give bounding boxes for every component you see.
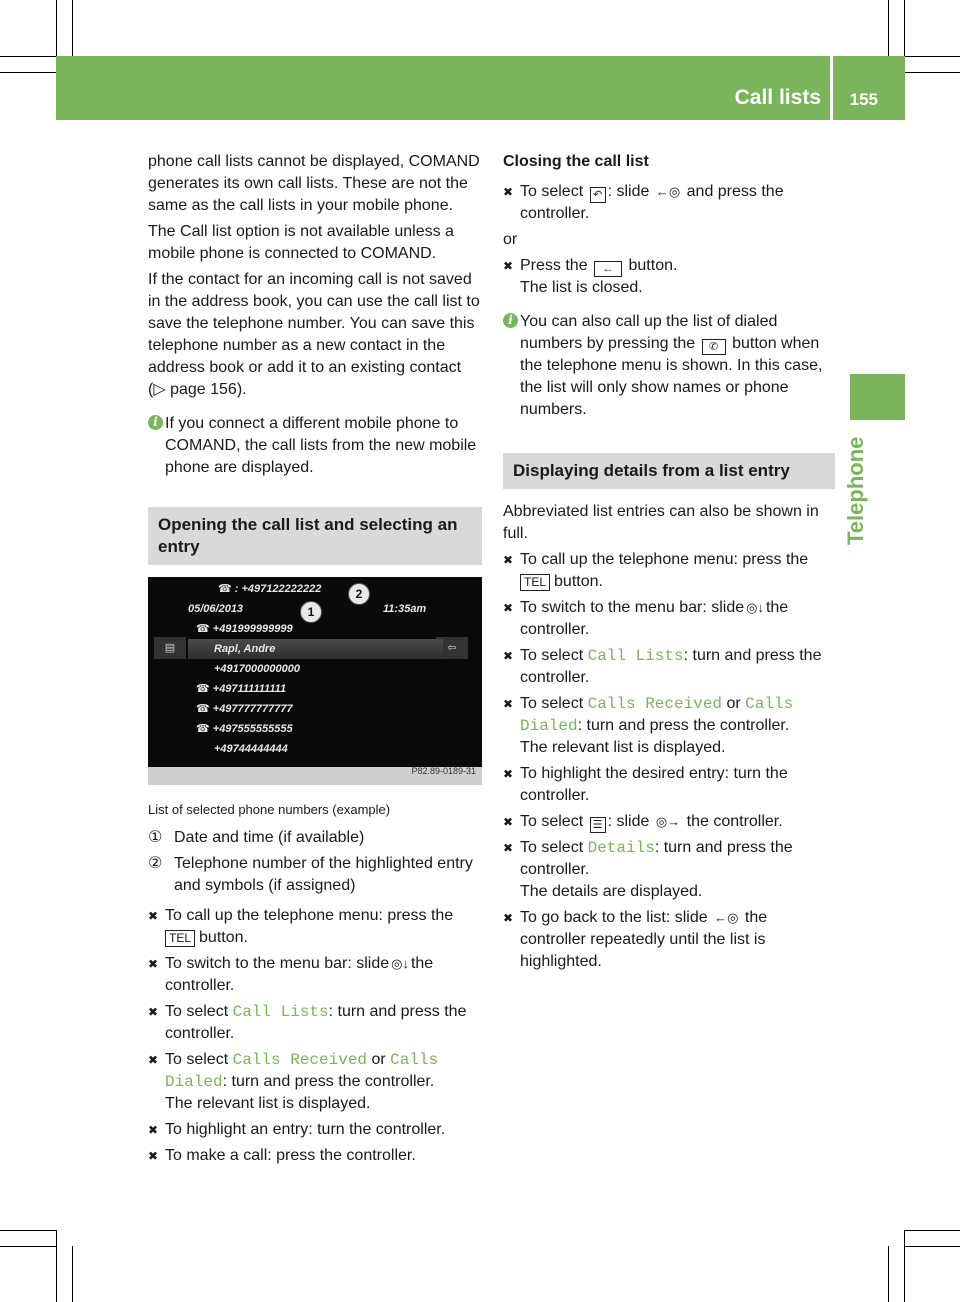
chapter-label: Telephone bbox=[843, 436, 868, 545]
screen-image bbox=[148, 577, 482, 785]
step-arrow-icon: ✖ bbox=[503, 553, 514, 567]
image-code: P82.89-0189-31 bbox=[411, 766, 476, 776]
step bbox=[148, 1119, 482, 1141]
step bbox=[148, 1145, 482, 1167]
legend-text: Telephone number of the highlighted entry and symbols (if assigned) bbox=[174, 855, 473, 894]
step-text: the controller. bbox=[165, 955, 434, 994]
crop-mark bbox=[904, 1230, 905, 1302]
screen-number: +497111111111 bbox=[212, 683, 287, 695]
step-text: Press the bbox=[520, 257, 588, 274]
step bbox=[503, 763, 835, 807]
crop-mark bbox=[905, 1230, 960, 1231]
paragraph: phone call lists cannot be displayed, COMAND generates its own call lists. These are not the same as the call lists in your mobile phone. bbox=[148, 153, 480, 214]
image-code-bar bbox=[148, 767, 482, 785]
step-arrow-icon: ✖ bbox=[503, 185, 514, 199]
menu-code: Calls Received bbox=[232, 1051, 368, 1069]
controller-right-icon: ◎→ bbox=[655, 814, 681, 829]
step-text: To highlight the desired entry: turn the controller. bbox=[520, 765, 788, 804]
crop-mark bbox=[0, 56, 56, 57]
menu-code: Calls Dialed bbox=[165, 1051, 439, 1091]
screen-number: +497777777777 bbox=[212, 703, 293, 715]
step-text: To select bbox=[520, 183, 584, 200]
step-text: To select bbox=[520, 695, 584, 712]
screen-row-highlighted: Rapl, Andre bbox=[188, 639, 443, 659]
step-text: : turn and press the controller. bbox=[520, 647, 822, 686]
step-text: To call up the telephone menu: press the bbox=[165, 907, 454, 924]
crop-mark bbox=[56, 0, 57, 56]
step-text: To make a call: press the controller. bbox=[165, 1147, 416, 1164]
step-text: or bbox=[726, 695, 741, 712]
info-note bbox=[148, 413, 482, 479]
screen-time: 11:35am bbox=[383, 603, 427, 615]
controller-left-icon: ←◎ bbox=[655, 184, 681, 199]
callout-1: 1 bbox=[300, 601, 322, 623]
step bbox=[503, 255, 835, 299]
step-text: and press the controller. bbox=[520, 183, 784, 222]
paragraph: Abbreviated list entries can also be shown in full. bbox=[503, 503, 819, 542]
back-icon: ↶ bbox=[590, 187, 606, 203]
screen-row: ☎ +497555555555 bbox=[196, 723, 293, 735]
step-arrow-icon: ✖ bbox=[148, 1123, 159, 1137]
step-arrow-icon: ✖ bbox=[503, 601, 514, 615]
step-arrow-icon: ✖ bbox=[148, 909, 159, 923]
menu-code: Call Lists bbox=[232, 1003, 329, 1021]
step-text: To go back to the list: slide bbox=[520, 909, 708, 926]
step-text: To select bbox=[520, 839, 584, 856]
step-text: : slide bbox=[607, 813, 650, 830]
tel-key-icon: TEL bbox=[520, 574, 550, 591]
paragraph: If the contact for an incoming call is not saved in the address book, you can use the call list to save the telephone number. You can save this telephone number as a new contact in the address book or add it to an existing contact (▷ page 156). bbox=[148, 271, 480, 398]
menu-code: Details bbox=[587, 839, 655, 857]
step-text: To select bbox=[520, 647, 584, 664]
step-text: : slide bbox=[607, 183, 650, 200]
step bbox=[148, 953, 482, 997]
step-text: : turn and press the controller. bbox=[222, 1073, 435, 1090]
back-button-icon: ← bbox=[594, 261, 622, 277]
step-text: To switch to the menu bar: slide bbox=[165, 955, 390, 972]
back-icon: ⇦ bbox=[436, 637, 468, 659]
step-arrow-icon: ✖ bbox=[148, 1005, 159, 1019]
screen-row: +4917000000000 bbox=[214, 663, 300, 675]
step-result: The relevant list is displayed. bbox=[165, 1095, 371, 1112]
page-header bbox=[56, 56, 905, 120]
crop-mark bbox=[905, 56, 960, 57]
screen-row: ☎ +497111111111 bbox=[196, 683, 287, 695]
legend-number: ① bbox=[148, 829, 163, 846]
step bbox=[148, 905, 482, 949]
step bbox=[503, 597, 835, 641]
screen-row: +49744444444 bbox=[214, 743, 288, 755]
step-text: : turn and press the controller. bbox=[520, 839, 793, 878]
menu-icon: ☰ bbox=[590, 817, 606, 833]
screen-date: 05/06/2013 bbox=[188, 603, 244, 615]
step-text: the controller repeatedly until the list is highlighted. bbox=[520, 909, 768, 970]
step-text: : turn and press the controller. bbox=[577, 717, 790, 734]
figure-caption: List of selected phone numbers (example) bbox=[148, 802, 391, 817]
info-text: If you connect a different mobile phone to COMAND, the call lists from the new mobile phone are displayed. bbox=[165, 415, 477, 476]
step bbox=[503, 645, 835, 689]
step-result: The details are displayed. bbox=[520, 883, 703, 900]
page-number: 155 bbox=[849, 90, 878, 109]
controller-left-icon: ←◎ bbox=[714, 910, 739, 925]
step-arrow-icon: ✖ bbox=[503, 841, 514, 855]
page-title: Call lists bbox=[734, 86, 821, 109]
crop-mark bbox=[905, 72, 960, 73]
info-text: button when the telephone menu is shown. In this case, the list will only show names or phone numbers. bbox=[520, 335, 823, 418]
step-arrow-icon: ✖ bbox=[503, 767, 514, 781]
step-arrow-icon: ✖ bbox=[148, 957, 159, 971]
step bbox=[503, 693, 835, 759]
crop-mark bbox=[56, 1230, 57, 1302]
step-text: To highlight an entry: turn the controller. bbox=[165, 1121, 446, 1138]
legend-item bbox=[148, 853, 482, 897]
crop-mark bbox=[0, 1246, 56, 1247]
step bbox=[148, 1049, 482, 1115]
phone-icon: ✆ bbox=[702, 339, 726, 355]
step-text: To switch to the menu bar: slide bbox=[520, 599, 745, 616]
step-text: To call up the telephone menu: press the bbox=[520, 551, 809, 568]
paragraph: or bbox=[503, 231, 518, 248]
step-arrow-icon: ✖ bbox=[503, 815, 514, 829]
callout-2: 2 bbox=[348, 583, 370, 605]
screen-row: ☎ +497777777777 bbox=[196, 703, 293, 715]
step-arrow-icon: ✖ bbox=[503, 697, 514, 711]
screen-number: +491999999999 bbox=[212, 623, 293, 635]
step-text: button. bbox=[199, 929, 248, 946]
paragraph: The Call list option is not available unless a mobile phone is connected to COMAND. bbox=[148, 223, 454, 262]
step-text: To select bbox=[165, 1003, 229, 1020]
menu-icon: ▤ bbox=[154, 637, 186, 659]
legend-text: Date and time (if available) bbox=[174, 829, 365, 846]
step-text: the controller. bbox=[520, 599, 789, 638]
info-icon: i bbox=[148, 415, 163, 430]
step-arrow-icon: ✖ bbox=[503, 911, 514, 925]
step bbox=[503, 811, 835, 833]
info-text: You can also call up the list of dialed numbers by pressing the bbox=[520, 313, 778, 352]
step bbox=[503, 549, 835, 593]
crop-mark bbox=[72, 1246, 73, 1302]
step-arrow-icon: ✖ bbox=[503, 259, 514, 273]
right-column bbox=[503, 151, 835, 977]
step-text: or bbox=[371, 1051, 386, 1068]
chapter-tab bbox=[850, 374, 905, 420]
info-note bbox=[503, 311, 835, 421]
crop-mark bbox=[888, 1246, 889, 1302]
crop-mark bbox=[72, 0, 73, 56]
screen-number: +497555555555 bbox=[212, 723, 293, 735]
step-result: The relevant list is displayed. bbox=[520, 739, 726, 756]
step-text: To select bbox=[520, 813, 584, 830]
section-heading: Displaying details from a list entry bbox=[503, 453, 835, 489]
step-arrow-icon: ✖ bbox=[503, 649, 514, 663]
header-divider bbox=[830, 56, 833, 120]
screen-row: ☎ : +497122222222 bbox=[218, 583, 322, 595]
section-heading: Opening the call list and selecting an entry bbox=[148, 507, 482, 565]
tel-key-icon: TEL bbox=[165, 930, 195, 947]
screen-row: ☎ +491999999999 bbox=[196, 623, 293, 635]
crop-mark bbox=[0, 1230, 56, 1231]
crop-mark bbox=[904, 0, 905, 56]
step-text: To select bbox=[165, 1051, 229, 1068]
subheading: Closing the call list bbox=[503, 153, 649, 170]
left-column bbox=[148, 151, 482, 1171]
step-result: The list is closed. bbox=[520, 279, 643, 296]
info-icon: i bbox=[503, 313, 518, 328]
crop-mark bbox=[905, 1246, 960, 1247]
legend-item bbox=[148, 827, 482, 849]
crop-mark bbox=[0, 72, 56, 73]
step-text: the controller. bbox=[686, 813, 783, 830]
step-text: button. bbox=[554, 573, 603, 590]
step bbox=[503, 181, 835, 225]
controller-down-icon: ◎↓ bbox=[391, 956, 409, 971]
step bbox=[503, 837, 835, 903]
step bbox=[503, 907, 835, 973]
step bbox=[148, 1001, 482, 1045]
legend-number: ② bbox=[148, 855, 163, 872]
step-text: button. bbox=[628, 257, 678, 274]
crop-mark bbox=[888, 0, 889, 56]
controller-down-icon: ◎↓ bbox=[746, 600, 764, 615]
menu-code: Calls Dialed bbox=[520, 695, 794, 735]
menu-code: Call Lists bbox=[587, 647, 684, 665]
menu-code: Calls Received bbox=[587, 695, 723, 713]
step-arrow-icon: ✖ bbox=[148, 1053, 159, 1067]
step-arrow-icon: ✖ bbox=[148, 1149, 159, 1163]
step-text: : turn and press the controller. bbox=[165, 1003, 467, 1042]
